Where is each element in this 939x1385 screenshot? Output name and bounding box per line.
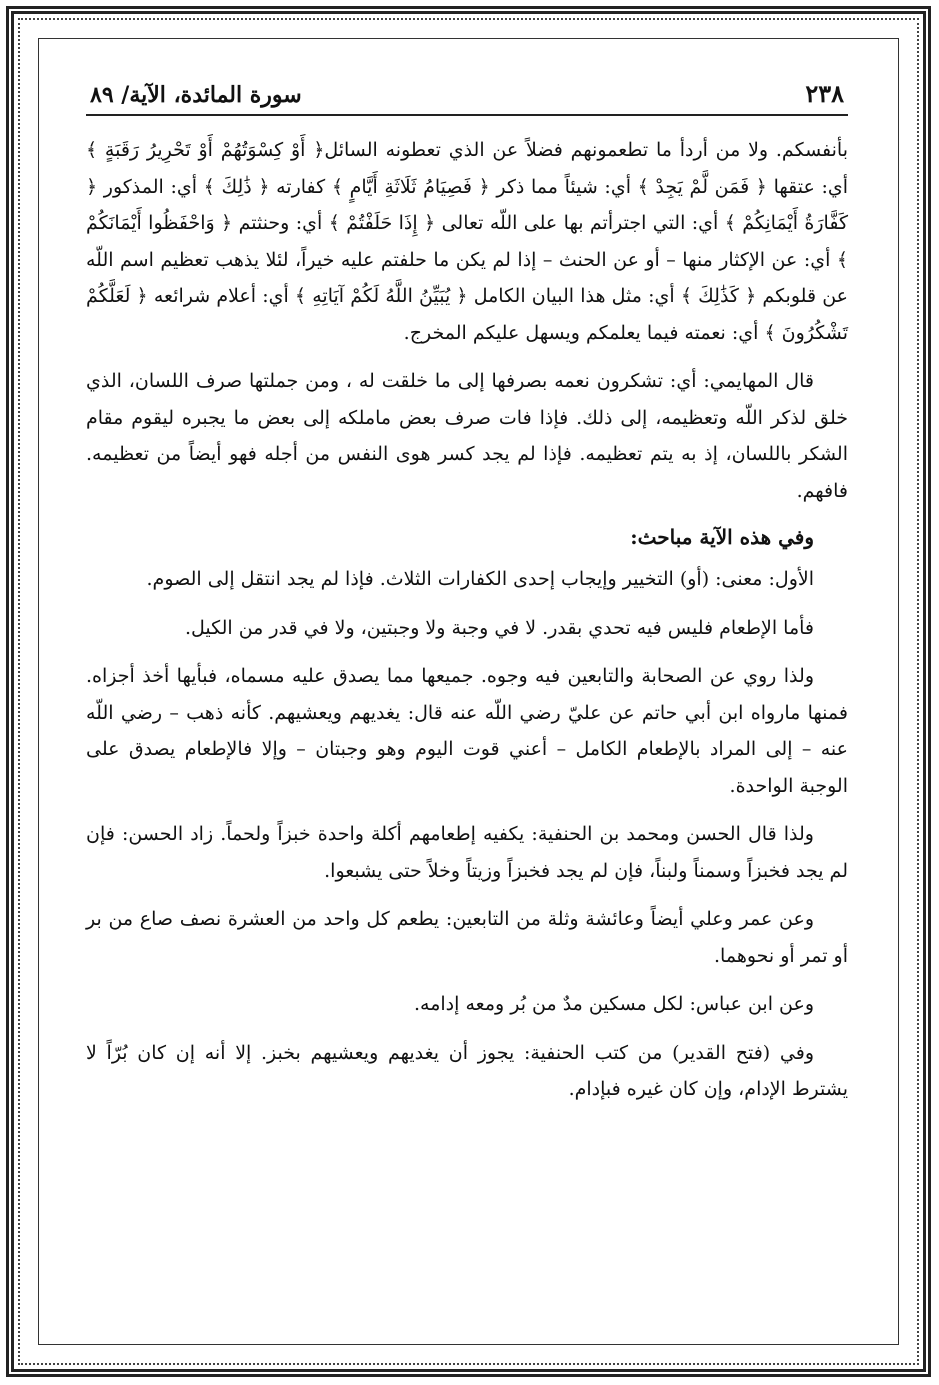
paragraph-umar-ali: وعن عمر وعلي أيضاً وعائشة وثلة من التابعين: يطعم كل واحد من العشرة نصف صاع من بر أو تمر أو نحوهما. [86,908,848,967]
paragraph-fath-alqadir: وفي (فتح القدير) من كتب الحنفية: يجوز أن يغديهم ويعشيهم بخبز. إلا أنه إن كان بُرّاً لا يشترط الإدام، وإن كان غيره فبإدام. [86,1041,848,1100]
paragraph-tafsir-verse: بأنفسكم. ولا من أردأ ما تطعمونهم فضلاً عن الذي تعطونه السائل﴿ أَوْ كِسْوَتُهُمْ أَوْ تَحْرِيرُ رَقَبَةٍ ﴾ أي: عتقها ﴿ فَمَن لَّمْ يَجِدْ ﴾ أي: شيئاً مما ذكر ﴿ فَصِيَامُ ثَلَاثَةِ أَيَّامٍ ﴾ كفارته ﴿ ذَٰلِكَ ﴾ أي: المذكور ﴿ كَفَّارَةُ أَيْمَانِكُمْ ﴾ أي: التي اجترأتم بها على اللّه تعالى ﴿ إِذَا حَلَفْتُمْ ﴾ أي: وحنثتم ﴿ وَاحْفَظُوا أَيْمَانَكُمْ ﴾ أي: عن الإكثار منها – أو عن الحنث – إذا لم يكن ما حلفتم عليه خيراً، لئلا يذهب تعظيم اسم اللّه عن قلوبكم ﴿ كَذَٰلِكَ ﴾ أي: مثل هذا البيان الكامل ﴿ يُبَيِّنُ اللَّهُ لَكُمْ آيَاتِهِ ﴾ أي: أعلام شرائعه ﴿ لَعَلَّكُمْ تَشْكُرُونَ ﴾ أي: نعمته فيما يعلمكم ويسهل عليكم المخرج. [86,139,848,344]
paragraph-feeding: فأما الإطعام فليس فيه تحدي بقدر. لا في وجبة ولا وجبتين، ولا في قدر من الكيل. [184,616,814,639]
paragraph-ibn-abbas: وعن ابن عباس: لكل مسكين مدٌ من بُر ومعه إدامه. [414,993,814,1015]
book-page [86,66,848,1306]
page-number: ٢٣٨ [805,79,844,108]
paragraph-mahaimi: قال المهايمي: أي: تشكرون نعمه بصرفها إلى ما خلقت له ، ومن جملتها صرف اللسان، الذي خلق لذكر اللّه وتعظيمه، إلى ذلك. فإذا فات صرف بعض ماملكه إلى بعض ما يجبره ليقوم مقام الشكر باللسان، إذ به يتم تعظيمه. فإذا لم يجد كسر هوى النفس من أجله فهو أيضاً من تعظيمه. فافهم. [86,370,848,502]
section-heading: وفي هذه الآية مباحث: [630,525,814,549]
page-body [86,132,848,1108]
paragraph-companions: ولذا روي عن الصحابة والتابعين فيه وجوه. جميعها مما يصدق عليه مسماه، فبأيها أخذ أجزاه. فمنها مارواه ابن أبي حاتم عن عليّ رضي اللّه عنه قال: يغديهم ويعشيهم. كأنه ذهب – رضي اللّه عنه – إلى المراد بالإطعام الكامل – أعني قوت اليوم وهو وجبتان – وإلا فالإطعام يصدق على الوجبة الواحدة. [86,665,848,797]
paragraph-hasan: ولذا قال الحسن ومحمد بن الحنفية: يكفيه إطعامهم أكلة واحدة خبزاً ولحماً. زاد الحسن: فإن لم يجد فخبزاً وسمناً ولبناً، فإن لم يجد فخبزاً وزيتاً وخلاً حتى يشبعوا. [86,823,848,882]
running-title: سورة المائدة، الآية/ ٨٩ [90,82,302,108]
page-header [86,66,848,116]
paragraph-first-topic: الأول: معنى: (أو) التخيير وإيجاب إحدى الكفارات الثلاث. فإذا لم يجد انتقل إلى الصوم. [146,568,814,590]
